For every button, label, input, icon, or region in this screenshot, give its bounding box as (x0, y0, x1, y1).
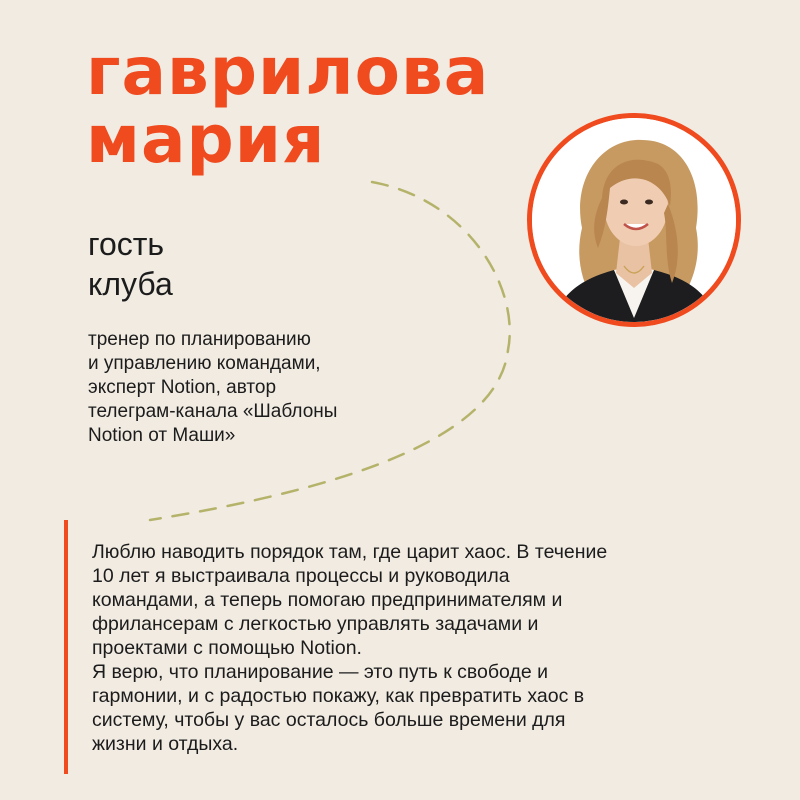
bio-line: Я верю, что планирование — это путь к свободе и (92, 661, 549, 683)
speaker-name (86, 33, 490, 178)
guest-label-line: гость (88, 226, 165, 262)
speaker-surname: гаврилова (86, 33, 490, 110)
role-line: и управлению командами, (88, 353, 321, 374)
bio-line: гармонии, и с радостью покажу, как превратить хаос в (92, 685, 585, 707)
bio-text (92, 540, 754, 756)
avatar (527, 113, 741, 327)
bio-line: командами, а теперь помогаю предпринимателям и (92, 589, 563, 611)
speaker-firstname: мария (86, 101, 326, 178)
portrait-photo-icon (532, 118, 736, 322)
bio-line: систему, чтобы у вас осталось больше времени для (92, 709, 566, 731)
guest-label-line: клуба (88, 266, 173, 302)
bio-line: Люблю наводить порядок там, где царит хаос. В течение (92, 541, 608, 563)
guest-label (88, 224, 173, 304)
bio-line: фрилансерам с легкостью управлять задачами и (92, 613, 539, 635)
role-description (88, 328, 337, 448)
role-line: Notion от Маши» (88, 425, 236, 446)
role-line: телеграм-канала «Шаблоны (88, 401, 338, 422)
bio-line: жизни и отдыха. (92, 733, 239, 755)
role-line: эксперт Notion, автор (88, 377, 277, 398)
role-line: тренер по планированию (88, 329, 311, 350)
bio-line: 10 лет я выстраивала процессы и руководила (92, 565, 510, 587)
bio-line: проектами с помощью Notion. (92, 637, 362, 659)
bio-quote (64, 520, 754, 774)
